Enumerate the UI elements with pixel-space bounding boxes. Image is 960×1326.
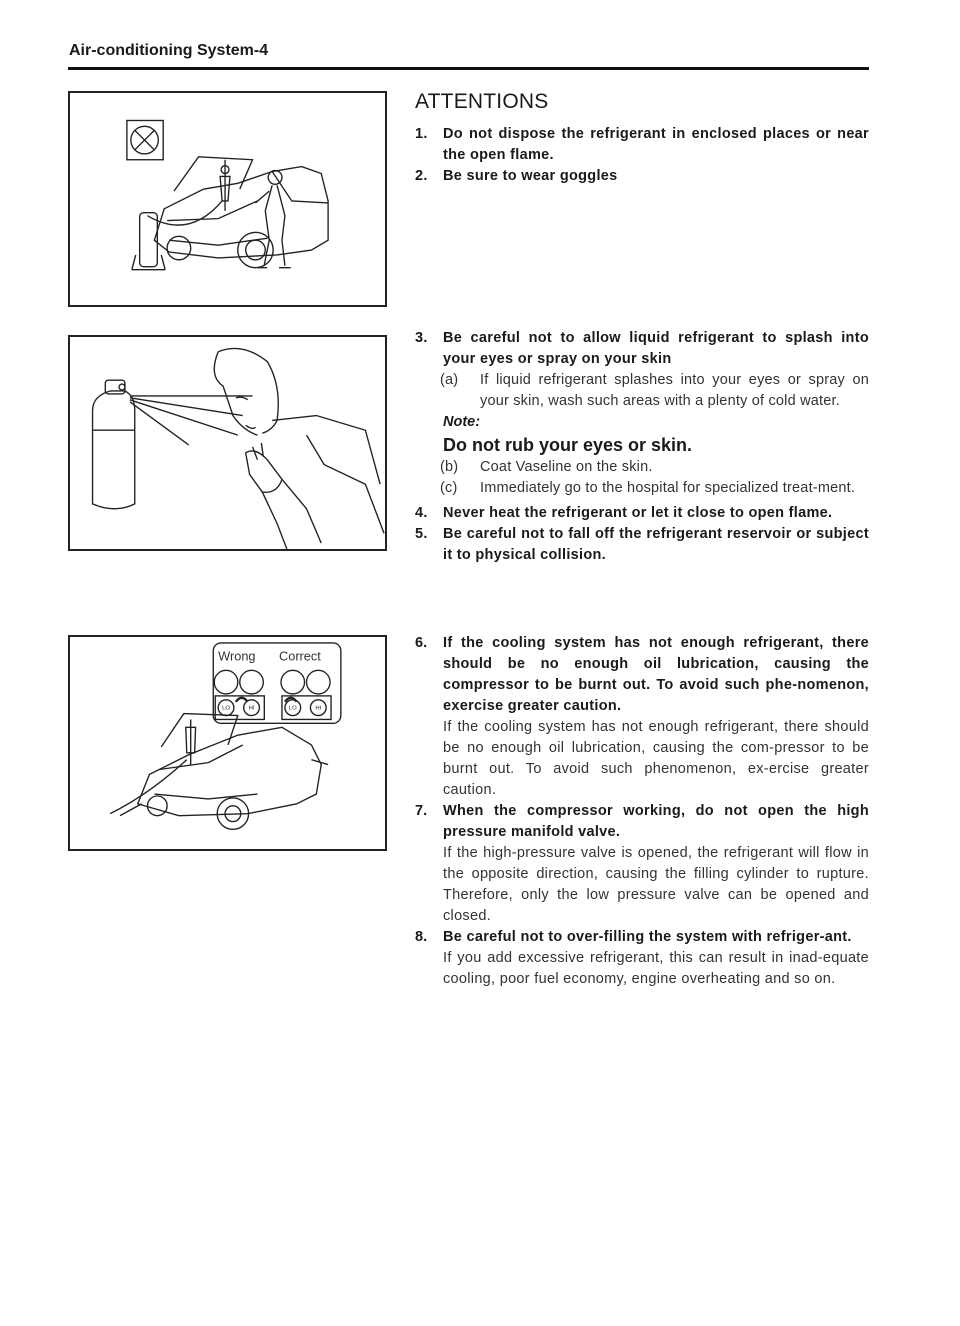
- figure-spray-eye: [68, 335, 387, 551]
- spray-face-illustration: [70, 337, 385, 549]
- note-text: Do not rub your eyes or skin.: [443, 435, 693, 455]
- note-label: Note:: [443, 414, 481, 430]
- gauge-hi-label-correct: HI: [315, 705, 322, 712]
- figure-manifold-gauges: [68, 635, 387, 851]
- attention-item-3: 3. Be careful not to allow liquid refrigerant to splash into your eyes or spray on your skin: [415, 330, 869, 367]
- wrong-label: Wrong: [218, 648, 256, 664]
- attention-item-4: 4. Never heat the refrigerant or let it close to open flame.: [415, 505, 833, 521]
- page-header: Air-conditioning System-4: [69, 42, 269, 59]
- attentions-section: [415, 90, 869, 187]
- attention-item-8: 8. Be careful not to over-filling the system with refriger-ant. If you add excessive refrigerant, this can result in inad-equate cooling, poor fuel economy, engine overheating and so on.: [415, 927, 869, 990]
- subitem-a: (a) If liquid refrigerant splashes into your eyes or spray on your skin, wash such areas with a plenty of cold water.: [440, 372, 869, 409]
- attention-item-7-desc: If the high-pressure valve is opened, the refrigerant will flow in the opposite direction, causing the filling cylinder to rupture. Therefore, only the low pressure valve can be opened and closed.: [443, 845, 869, 924]
- refrigerant-can-icon: [93, 391, 135, 509]
- attention-item-7: 7. When the compressor working, do not open the high pressure manifold valve. If the high-pressure valve is opened, the refrigerant will flow in the opposite direction, causing the filling cylinder to rupture. Therefore, only the low pressure valve can be opened and closed.: [415, 801, 869, 927]
- subitem-b: (b) Coat Vaseline on the skin.: [440, 459, 653, 475]
- header-rule: [68, 67, 869, 70]
- attention-item-6: 6. If the cooling system has not enough refrigerant, there should be no enough oil lubrication, causing the compressor to be burnt out. To avoid such phe-nomenon, exercise greater caution. If the cooling system has not enough refrigerant, there should be no enough oil lubrication, causing the com-pressor to be burnt out. To avoid such phenomenon, ex-ercise greater caution.: [415, 633, 869, 801]
- gauge-lo-label-wrong: LO: [222, 705, 230, 712]
- manifold-gauge-illustration: [70, 637, 385, 849]
- attentions-section-3: [415, 633, 869, 990]
- gauge-lo-label-correct: LO: [288, 705, 297, 712]
- attentions-title: ATTENTIONS: [415, 90, 549, 113]
- car-with-fan-illustration: [70, 93, 385, 305]
- attention-item-1: 1. Do not dispose the refrigerant in enclosed places or near the open flame.: [415, 126, 869, 163]
- attention-item-2: 2. Be sure to wear goggles: [415, 168, 618, 184]
- attention-item-6-desc: If the cooling system has not enough refrigerant, there should be no enough oil lubrication, causing the com-pressor to be burnt out. To avoid such phenomenon, ex-ercise greater caution.: [443, 719, 869, 798]
- attentions-section-2: [415, 328, 869, 566]
- gauge-hi-label-wrong: HI: [248, 705, 255, 712]
- attention-item-8-desc: If you add excessive refrigerant, this can result in inad-equate cooling, poor fuel economy, engine overheating and so on.: [443, 950, 869, 987]
- subitem-c: (c) Immediately go to the hospital for specialized treat-ment.: [440, 480, 856, 496]
- figure-car-refrigerant-fill: [68, 91, 387, 307]
- correct-label: Correct: [279, 648, 321, 664]
- attention-item-5: 5. Be careful not to fall off the refrigerant reservoir or subject it to physical collision.: [415, 526, 869, 563]
